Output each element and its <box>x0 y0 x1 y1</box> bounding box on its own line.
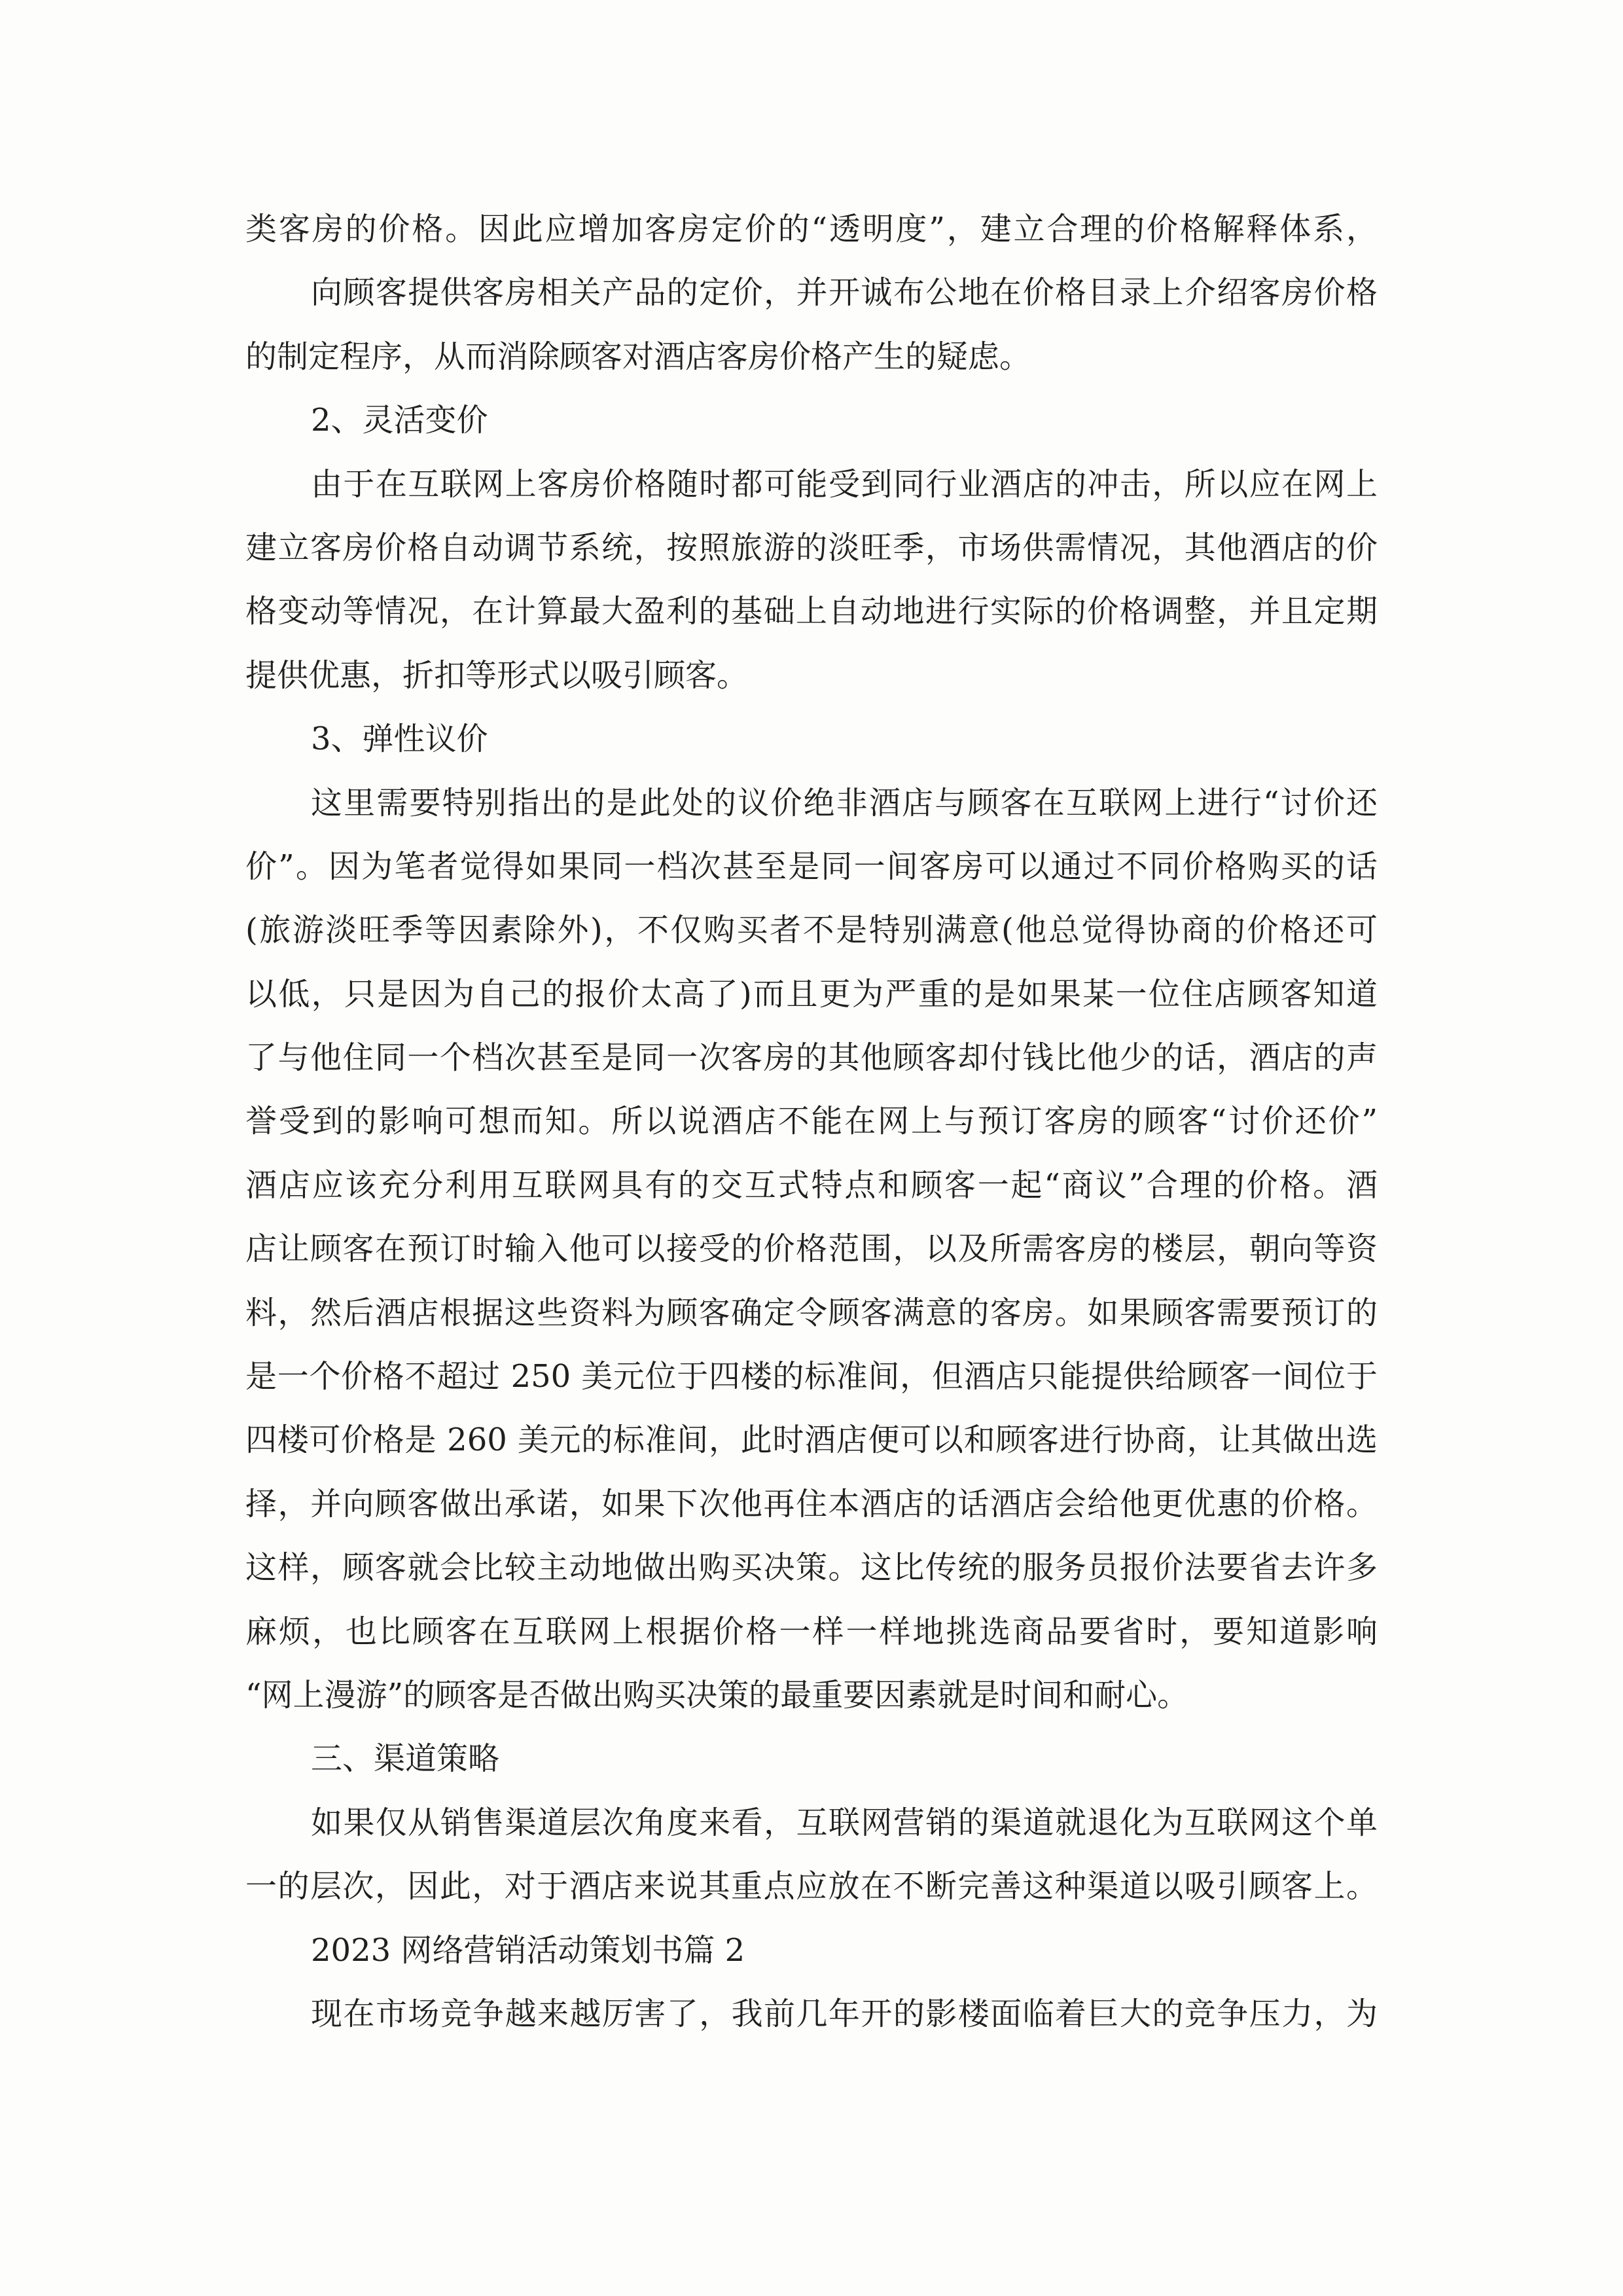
paragraph-line: 提供优惠，折扣等形式以吸引顾客。 <box>245 656 749 694</box>
paragraph-line: 店让顾客在预订时输入他可以接受的价格范围，以及所需客房的楼层，朝向等资 <box>245 1230 1378 1268</box>
paragraph-line: 这里需要特别指出的是此处的议价绝非酒店与顾客在互联网上进行“讨价还 <box>311 784 1378 821</box>
paragraph-line: 酒店应该充分利用互联网具有的交互式特点和顾客一起“商议”合理的价格。酒 <box>245 1166 1378 1204</box>
paragraph-line: 四楼可价格是 260 美元的标准间，此时酒店便可以和顾客进行协商，让其做出选 <box>245 1422 1378 1459</box>
section-heading: 2、灵活变价 <box>311 402 488 439</box>
paragraph-line: 这样，顾客就会比较主动地做出购买决策。这比传统的服务员报价法要省去许多 <box>245 1549 1378 1587</box>
paragraph-line: 现在市场竞争越来越厉害了，我前几年开的影楼面临着巨大的竞争压力，为 <box>311 1995 1378 2032</box>
paragraph-line: 以低，只是因为自己的报价太高了)而且更为严重的是如果某一位住店顾客知道 <box>245 975 1378 1013</box>
paragraph-line: 了与他住同一个档次甚至是同一次客房的其他顾客却付钱比他少的话，酒店的声 <box>245 1039 1378 1077</box>
paragraph-line: 建立客房价格自动调节系统，按照旅游的淡旺季，市场供需情况，其他酒店的价 <box>245 529 1378 566</box>
section-heading: 三、渠道策略 <box>311 1740 500 1778</box>
paragraph-line: 是一个价格不超过 250 美元位于四楼的标准间，但酒店只能提供给顾客一间位于 <box>245 1358 1378 1395</box>
section-heading: 3、弹性议价 <box>311 721 488 758</box>
paragraph-line: 向顾客提供客房相关产品的定价，并开诚布公地在价格目录上介绍客房价格 <box>311 274 1378 312</box>
paragraph-line: 一的层次，因此，对于酒店来说其重点应放在不断完善这种渠道以吸引顾客上。 <box>245 1868 1378 1905</box>
paragraph-line: 料，然后酒店根据这些资料为顾客确定令顾客满意的客房。如果顾客需要预订的 <box>245 1294 1378 1331</box>
paragraph-line: (旅游淡旺季等因素除外)，不仅购买者不是特别满意(他总觉得协商的价格还可 <box>245 912 1378 949</box>
paragraph-line: 麻烦，也比顾客在互联网上根据价格一样一样地挑选商品要省时，要知道影响 <box>245 1613 1378 1650</box>
paragraph-line: 择，并向顾客做出承诺，如果下次他再住本酒店的话酒店会给他更优惠的价格。 <box>245 1485 1378 1522</box>
paragraph-line: 类客房的价格。因此应增加客房定价的“透明度”，建立合理的价格解释体系， <box>245 211 1378 247</box>
paragraph-line: 价”。因为笔者觉得如果同一档次甚至是同一间客房可以通过不同价格购买的话 <box>245 848 1378 885</box>
document-body <box>245 198 1378 2046</box>
paragraph-line: 的制定程序，从而消除顾客对酒店客房价格产生的疑虑。 <box>245 338 1031 375</box>
section-heading: 2023 网络营销活动策划书篇 2 <box>311 1931 745 1969</box>
paragraph-line: “网上漫游”的顾客是否做出购买决策的最重要因素就是时间和耐心。 <box>245 1676 1189 1713</box>
paragraph-line: 如果仅从销售渠道层次角度来看，互联网营销的渠道就退化为互联网这个单 <box>311 1804 1378 1841</box>
paragraph-line: 誉受到的影响可想而知。所以说酒店不能在网上与预订客房的顾客“讨价还价” <box>245 1103 1378 1140</box>
paragraph-line: 由于在互联网上客房价格随时都可能受到同行业酒店的冲击，所以应在网上 <box>311 465 1378 503</box>
paragraph-line: 格变动等情况，在计算最大盈利的基础上自动地进行实际的价格调整，并且定期 <box>245 593 1378 630</box>
